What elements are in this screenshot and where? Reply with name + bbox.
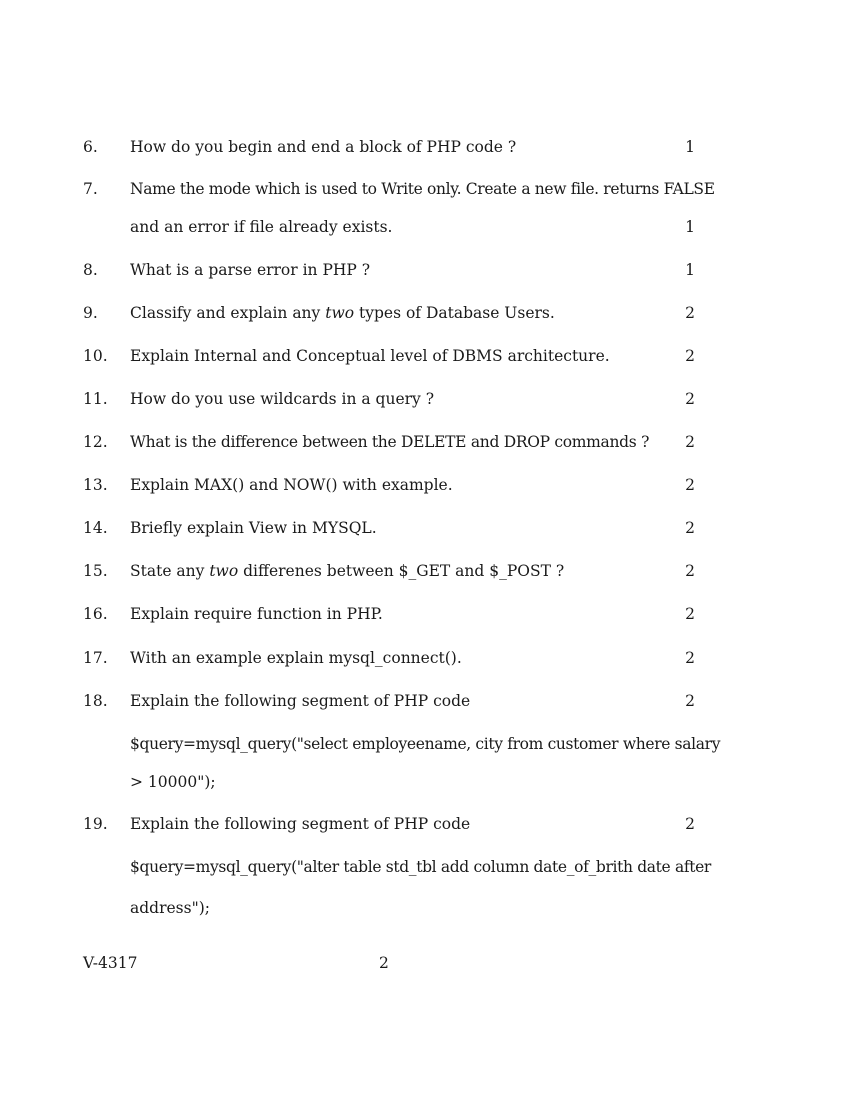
question-text-pre: State any [130,562,210,580]
question-number: 14. [83,519,108,537]
code-line: address"); [130,899,210,917]
question-marks: 2 [685,815,695,833]
question-marks: 2 [685,605,695,623]
question-number: 19. [83,815,108,833]
question-number: 7. [83,180,98,198]
question-marks: 2 [685,649,695,667]
question-number: 12. [83,433,108,451]
question-text-pre: Classify and explain any [130,304,326,322]
question-marks: 2 [685,519,695,537]
question-text: Name the mode which is used to Write only. Create a new file. returns FALSE [130,180,715,198]
question-text: How do you use wildcards in a query ? [130,390,435,408]
question-marks: 2 [685,692,695,710]
question-number: 6. [83,138,98,156]
question-marks: 1 [685,138,695,156]
code-line: > 10000"); [130,773,216,791]
question-text: Explain the following segment of PHP code [130,815,471,833]
code-line: $query=mysql_query("select employeename, city from customer where salary [130,735,721,753]
question-number: 18. [83,692,108,710]
question-number: 16. [83,605,108,623]
page-number: 2 [379,954,389,972]
question-number: 8. [83,261,98,279]
question-number: 10. [83,347,108,365]
question-text: Explain the following segment of PHP code [130,692,471,710]
question-text: What is the difference between the DELETE and DROP commands ? [130,433,650,451]
question-text: Briefly explain View in MYSQL. [130,519,377,537]
question-marks: 1 [685,261,695,279]
question-text [130,303,555,323]
question-number: 9. [83,304,98,322]
question-text: Explain Internal and Conceptual level of DBMS architecture. [130,347,610,365]
question-marks: 1 [685,218,695,236]
question-marks: 2 [685,347,695,365]
code-line: $query=mysql_query("alter table std_tbl add column date_of_brith date after [130,858,711,876]
paper-code: V-4317 [83,954,138,972]
question-text-continued: and an error if file already exists. [130,218,393,236]
question-text [130,561,564,581]
question-text-post: types of Database Users. [354,304,555,322]
question-text-emphasis: two [325,304,355,322]
question-text: How do you begin and end a block of PHP code ? [130,138,517,156]
question-text: Explain require function in PHP. [130,605,383,623]
question-number: 15. [83,562,108,580]
question-marks: 2 [685,476,695,494]
question-text: With an example explain mysql_connect(). [130,649,462,667]
question-text: Explain MAX() and NOW() with example. [130,476,453,494]
question-marks: 2 [685,304,695,322]
question-text-emphasis: two [209,562,239,580]
question-number: 11. [83,390,108,408]
question-number: 17. [83,649,108,667]
question-marks: 2 [685,433,695,451]
question-marks: 2 [685,562,695,580]
question-number: 13. [83,476,108,494]
question-text-post: differenes between $_GET and $_POST ? [238,562,565,580]
question-text: What is a parse error in PHP ? [130,261,371,279]
question-marks: 2 [685,390,695,408]
